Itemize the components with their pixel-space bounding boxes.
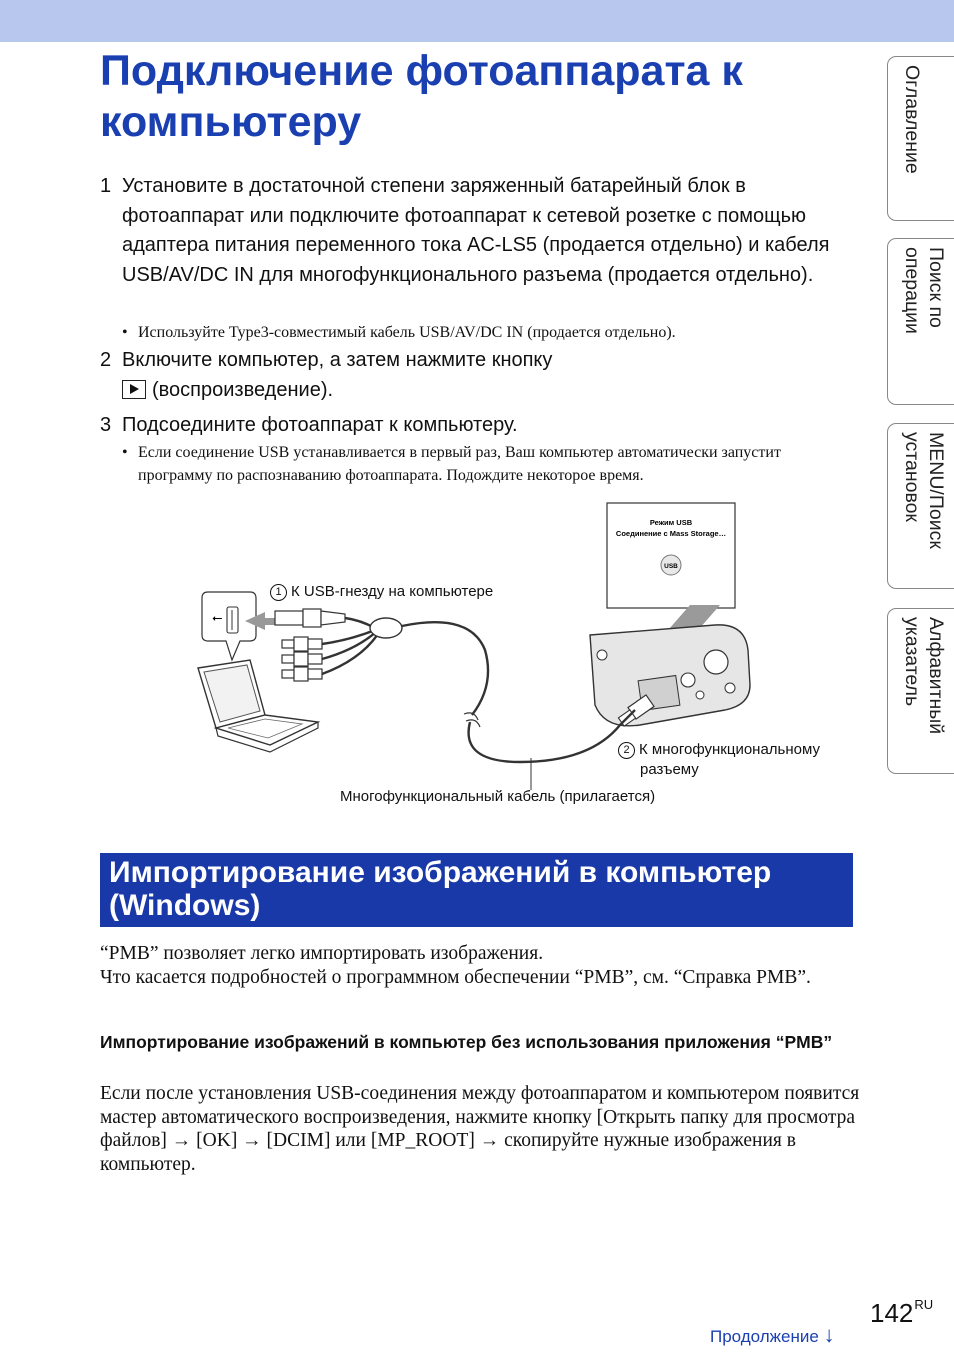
tab-label: Поиск по операции <box>901 247 947 334</box>
camera-body <box>590 625 750 726</box>
label-multi-line1: К многофункциональному <box>639 741 820 758</box>
main-cable <box>402 622 488 715</box>
play-button-icon <box>122 380 146 399</box>
step-1-note <box>122 321 842 344</box>
step-number: 1 <box>100 175 112 197</box>
circled-number: 1 <box>270 584 287 601</box>
continue-link[interactable] <box>710 1323 835 1349</box>
section-body: Если после установления USB-соединения между фотоаппаратом и компьютером появится мастер автоматического воспроизведения, нажмите кнопку [Открыть папку для просмотра файлов] → [OK] → [DCIM] или [MP_ROOT] → скопируйте нужные изображения в компьютер. <box>100 1083 860 1175</box>
label-cable: Многофункциональный кабель (прилагается) <box>340 788 656 805</box>
camera-dial <box>704 650 728 674</box>
bullet: • <box>122 324 128 341</box>
label-usb-port <box>270 582 493 602</box>
intro-line-1: “PMB” позволяет легко импортировать изображения. <box>100 943 544 964</box>
step-3 <box>100 411 860 441</box>
tab-menu-settings-search[interactable] <box>887 423 954 589</box>
top-color-bar <box>0 0 954 42</box>
page-title: Подключение фотоаппарата к компьютеру <box>100 47 743 146</box>
connection-diagram <box>190 500 860 820</box>
section-intro <box>100 942 860 989</box>
screen-line-2: Соединение с Mass Storage… <box>615 529 727 538</box>
page-number: $142^{RU}$ <box>870 1297 934 1328</box>
step-1 <box>100 172 860 290</box>
step-2 <box>100 346 860 405</box>
camera-button <box>681 673 695 687</box>
tab-label: Оглавление <box>901 65 923 174</box>
step-3-note <box>122 441 842 487</box>
section-title: Импортирование изображений в компьютер (Windows) <box>109 856 772 922</box>
tab-label: Алфавитный указатель <box>901 617 947 735</box>
tab-operation-search[interactable] <box>887 238 954 405</box>
step-text-cont: (воспроизведение). <box>152 378 334 401</box>
label-multi-line2: разъему <box>640 761 699 778</box>
circled-number: 2 <box>618 742 635 759</box>
usb-symbol-icon: ⭠ <box>212 611 223 626</box>
usb-plug <box>275 611 303 625</box>
note-text: Если соединение USB устанавливается в первый раз, Ваш компьютер автоматически запустит программу по распознаванию фотоаппарата. Подождите некоторое время. <box>138 444 781 484</box>
page-lang: RU <box>914 1297 934 1312</box>
cable-junction <box>370 618 402 638</box>
continue-label: Продолжение <box>710 1327 819 1346</box>
section-header <box>100 853 853 927</box>
usb-badge-text: USB <box>664 563 678 570</box>
step-number: 3 <box>100 414 112 436</box>
step-text: Подсоедините фотоаппарат к компьютеру. <box>122 414 518 436</box>
down-arrow-icon: ↓ <box>823 1322 835 1347</box>
screen-line-1: Режим USB <box>649 518 693 527</box>
tab-index[interactable] <box>887 608 954 774</box>
label-usb-port-text: К USB-гнезду на компьютере <box>291 583 494 600</box>
tab-label: MENU/Поиск установок <box>901 432 947 549</box>
step-text: Включите компьютер, а затем нажмите кнопку <box>122 349 553 371</box>
bullet: • <box>122 444 128 461</box>
label-multi-connector <box>618 740 820 780</box>
tab-contents[interactable] <box>887 56 954 221</box>
step-text: Установите в достаточной степени заряженный батарейный блок в фотоаппарат или подключите фотоаппарат к сетевой розетке с помощью адаптера питания переменного тока AC-LS5 (продается отдельно) и кабеля USB/AV/DC IN для многофункционального разъема (продается отдельно). <box>122 175 830 286</box>
subheading: Импортирование изображений в компьютер без использования приложения “PMB” <box>100 1032 833 1052</box>
intro-line-2: Что касается подробностей о программном обеспечении “PMB”, см. “Справка PMB”. <box>100 966 811 988</box>
step-number: 2 <box>100 349 112 371</box>
note-text: Используйте Type3-совместимый кабель USB/AV/DC IN (продается отдельно). <box>138 324 676 341</box>
